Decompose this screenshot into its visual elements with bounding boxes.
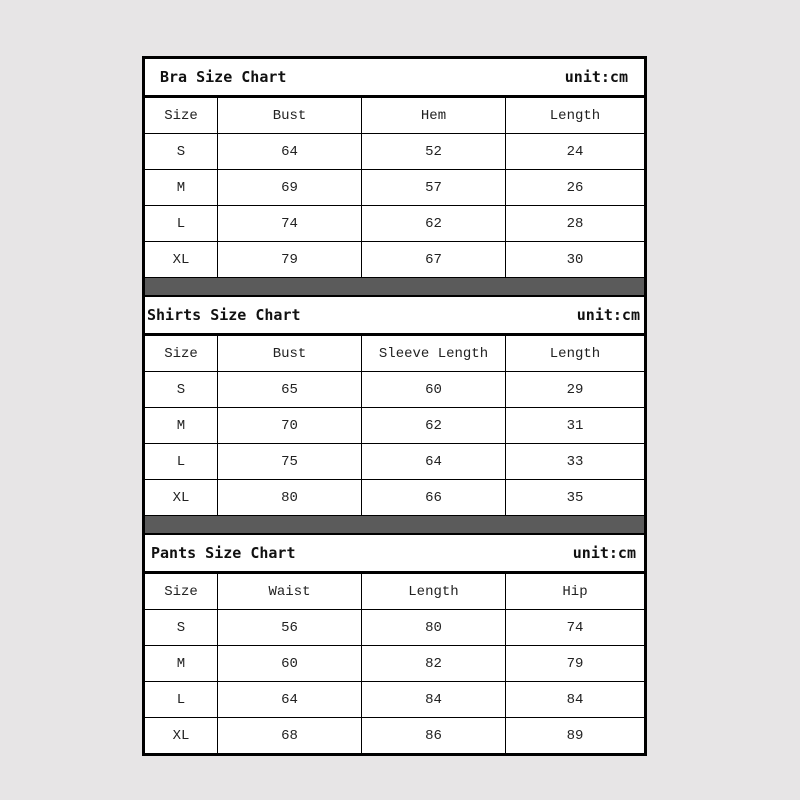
table-cell: XL [145, 480, 218, 515]
table-cell: M [145, 408, 218, 443]
chart-title-row [145, 59, 644, 98]
table-cell: L [145, 444, 218, 479]
shirts-size-chart [145, 297, 644, 515]
table-cell: XL [145, 242, 218, 277]
table-row [145, 646, 644, 682]
table-cell: 80 [218, 480, 362, 515]
section-divider [145, 515, 644, 535]
table-cell: 82 [362, 646, 506, 681]
size-table [145, 574, 644, 753]
table-cell: XL [145, 718, 218, 753]
table-row [145, 444, 644, 480]
table-header-row [145, 574, 644, 610]
column-header: Hip [562, 583, 588, 600]
table-row [145, 206, 644, 242]
table-cell: M [145, 646, 218, 681]
table-cell: 57 [362, 170, 506, 205]
column-header: Size [145, 98, 218, 133]
column-header: Length [362, 574, 506, 609]
column-header: Length [549, 345, 601, 362]
table-cell: 60 [218, 646, 362, 681]
table-row [145, 408, 644, 444]
table-cell: 31 [566, 417, 584, 434]
table-cell: 79 [218, 242, 362, 277]
unit-label: unit:cm [572, 544, 636, 562]
table-row [145, 242, 644, 277]
table-cell: 68 [218, 718, 362, 753]
table-cell: 64 [362, 444, 506, 479]
column-header: Bust [218, 336, 362, 371]
table-cell: 79 [566, 655, 584, 672]
table-cell: 69 [218, 170, 362, 205]
column-header: Length [549, 107, 601, 124]
table-header-row [145, 98, 644, 134]
table-cell: S [145, 610, 218, 645]
table-cell: 86 [362, 718, 506, 753]
bra-size-chart [145, 59, 644, 277]
table-cell: 64 [218, 682, 362, 717]
column-header: Waist [218, 574, 362, 609]
table-row [145, 372, 644, 408]
chart-title: Shirts Size Chart [147, 306, 301, 324]
table-row [145, 480, 644, 515]
size-chart-sheet [142, 56, 647, 756]
table-cell: 62 [362, 408, 506, 443]
table-row [145, 610, 644, 646]
table-cell: 30 [566, 251, 584, 268]
table-cell: 66 [362, 480, 506, 515]
table-cell: 60 [362, 372, 506, 407]
table-row [145, 170, 644, 206]
table-cell: 29 [566, 381, 584, 398]
table-cell: 26 [566, 179, 584, 196]
table-cell: S [145, 372, 218, 407]
column-header: Bust [218, 98, 362, 133]
table-cell: 62 [362, 206, 506, 241]
table-cell: 24 [566, 143, 584, 160]
pants-size-chart [145, 535, 644, 753]
chart-title-row [145, 535, 644, 574]
table-row [145, 682, 644, 718]
chart-title-row [145, 297, 644, 336]
unit-label: unit:cm [576, 306, 640, 324]
table-cell: 89 [566, 727, 584, 744]
column-header: Hem [362, 98, 506, 133]
table-cell: S [145, 134, 218, 169]
table-cell: 65 [218, 372, 362, 407]
table-cell: 74 [566, 619, 584, 636]
table-row [145, 134, 644, 170]
section-divider [145, 277, 644, 297]
size-table [145, 98, 644, 277]
table-cell: 75 [218, 444, 362, 479]
table-cell: 84 [362, 682, 506, 717]
column-header: Size [145, 574, 218, 609]
table-cell: 74 [218, 206, 362, 241]
table-cell: L [145, 206, 218, 241]
table-cell: 28 [566, 215, 584, 232]
table-cell: L [145, 682, 218, 717]
table-header-row [145, 336, 644, 372]
chart-title: Bra Size Chart [160, 68, 287, 86]
column-header: Size [145, 336, 218, 371]
table-cell: 84 [566, 691, 584, 708]
size-table [145, 336, 644, 515]
chart-title: Pants Size Chart [151, 544, 296, 562]
table-cell: 56 [218, 610, 362, 645]
table-cell: M [145, 170, 218, 205]
table-cell: 52 [362, 134, 506, 169]
table-cell: 80 [362, 610, 506, 645]
table-cell: 33 [566, 453, 584, 470]
table-cell: 67 [362, 242, 506, 277]
column-header: Sleeve Length [362, 336, 506, 371]
table-cell: 35 [566, 489, 584, 506]
table-cell: 64 [218, 134, 362, 169]
unit-label: unit:cm [564, 68, 628, 86]
table-row [145, 718, 644, 753]
table-cell: 70 [218, 408, 362, 443]
